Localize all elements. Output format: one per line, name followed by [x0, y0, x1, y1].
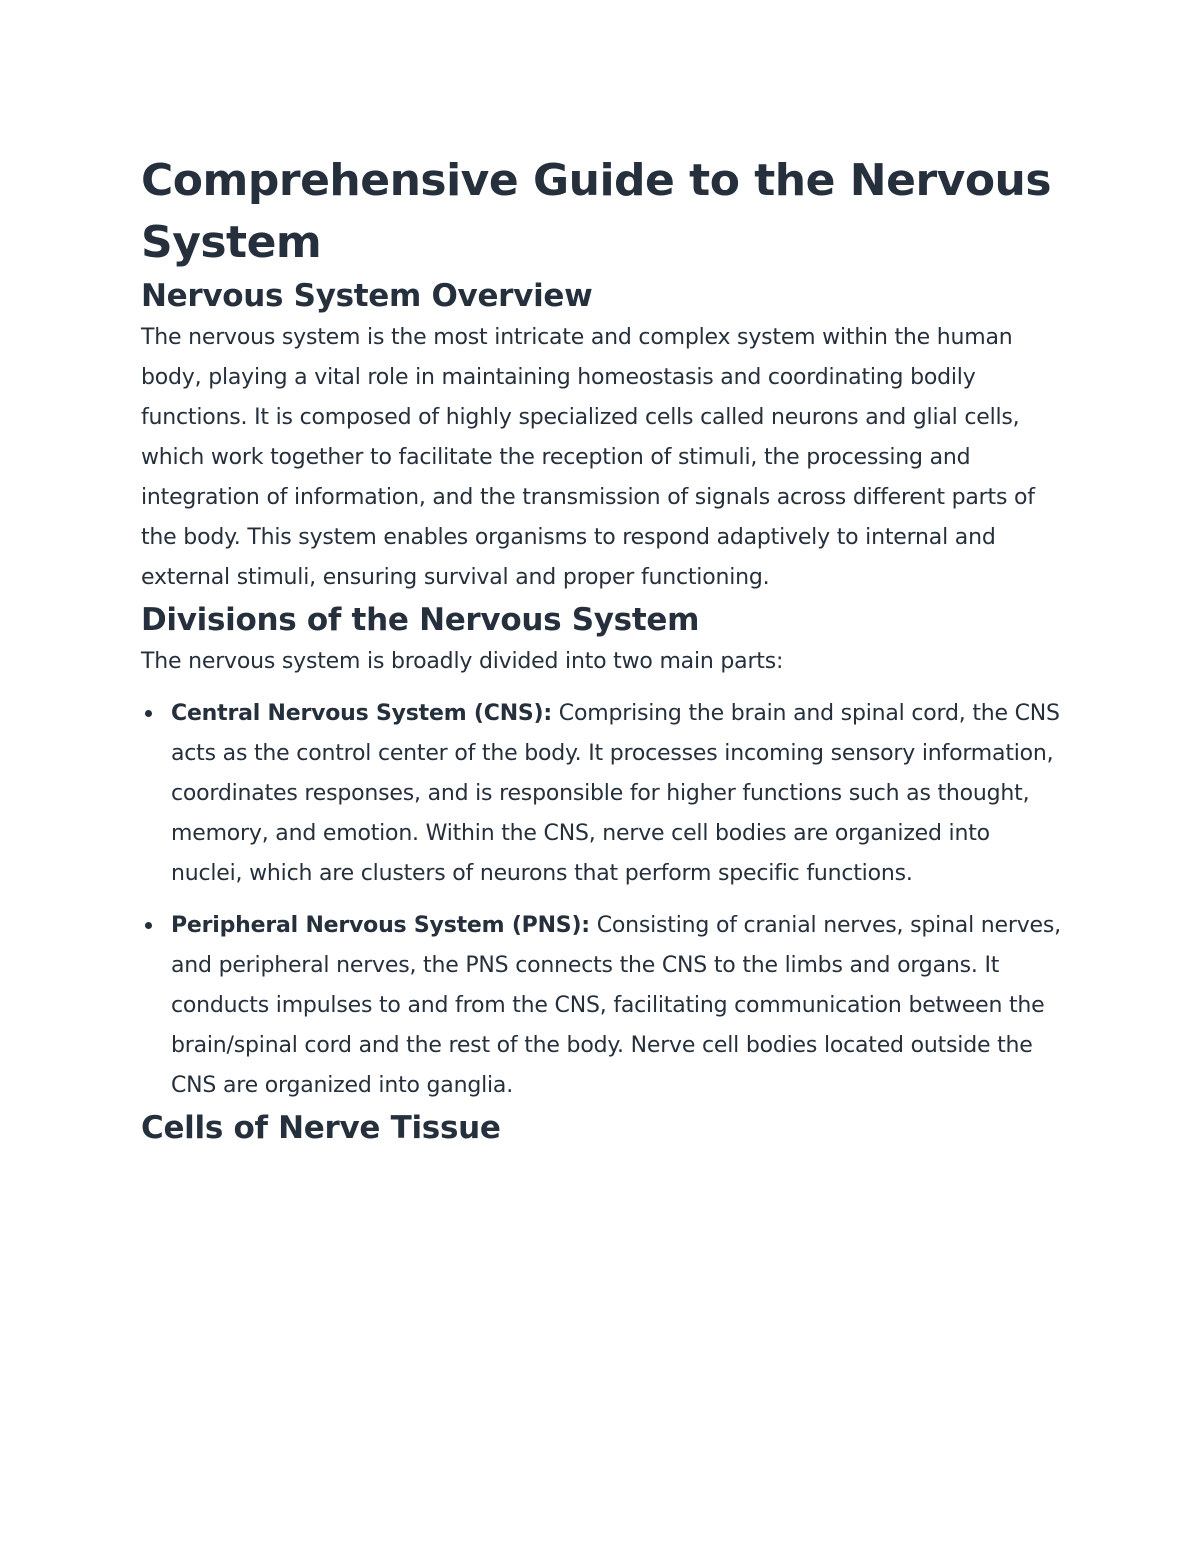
- list-item-pns: [171, 906, 1066, 1106]
- divisions-list: [141, 694, 1066, 1106]
- description-pns: Consisting of cranial nerves, spinal nerves, and peripheral nerves, the PNS connects the CNS to the limbs and organs. It conducts impulses to and from the CNS, facilitating communication between the brain/spinal cord and the rest of the body. Nerve cell bodies located outside the CNS are organized into ganglia.: [171, 913, 1061, 1098]
- document-title: Comprehensive Guide to the Nervous System: [141, 155, 1052, 268]
- section-heading-overview: Nervous System Overview: [141, 278, 593, 314]
- document-page: [141, 150, 1066, 1150]
- term-pns: Peripheral Nervous System (PNS):: [171, 913, 590, 938]
- bullet-icon: [145, 922, 152, 929]
- overview-paragraph: The nervous system is the most intricate and complex system within the human body, playing a vital role in maintaining homeostasis and coordinating bodily functions. It is composed of highly specialized cells called neurons and glial cells, which work together to facilitate the reception of stimuli, the processing and integration of information, and the transmission of signals across different parts of the body. This system enables organisms to respond adaptively to internal and external stimuli, ensuring survival and proper functioning.: [141, 325, 1035, 590]
- section-heading-cells: Cells of Nerve Tissue: [141, 1110, 501, 1146]
- bullet-icon: [145, 710, 152, 717]
- term-cns: Central Nervous System (CNS):: [171, 701, 553, 726]
- divisions-intro: The nervous system is broadly divided into two main parts:: [141, 649, 784, 674]
- section-heading-divisions: Divisions of the Nervous System: [141, 602, 700, 638]
- list-item-cns: [171, 694, 1066, 894]
- description-cns: Comprising the brain and spinal cord, the CNS acts as the control center of the body. It processes incoming sensory information, coordinates responses, and is responsible for higher functions such as thought, memory, and emotion. Within the CNS, nerve cell bodies are organized into nuclei, which are clusters of neurons that perform specific functions.: [171, 701, 1060, 886]
